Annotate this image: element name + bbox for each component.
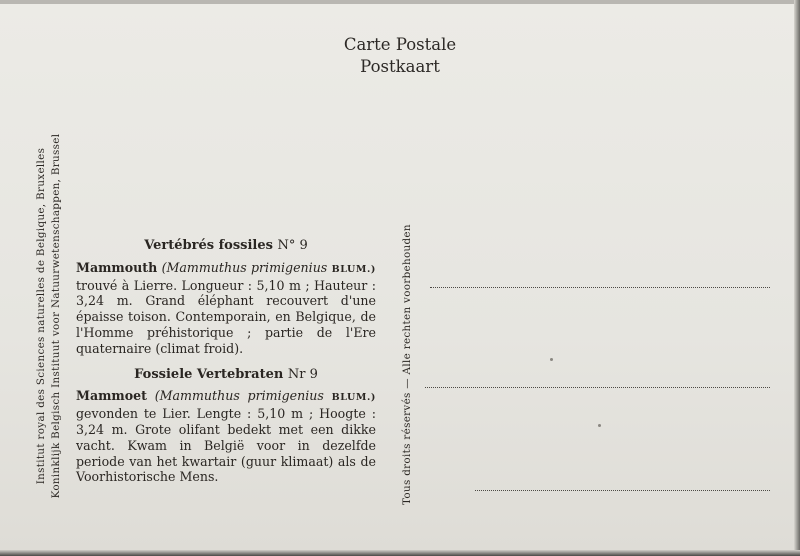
postcard-header [330, 34, 470, 78]
dutch-author: BLUM.) [331, 392, 376, 404]
dutch-species-name: Mammoet [76, 388, 147, 404]
french-body: trouvé à Lierre. Longueur : 5,10 m ; Hauteur : 3,24 m. Grand éléphant recouvert d'une épaisse toison. Contemporain, en Belgique, de l'Homme préhistorique ; partie de l'Ere quaternaire (climat froid). [76, 277, 376, 356]
french-number: N° 9 [277, 238, 308, 253]
address-line-2 [425, 387, 770, 388]
header-dutch: Postkaart [360, 57, 440, 76]
dutch-body: gevonden te Lier. Lengte : 5,10 m ; Hoogte : 3,24 m. Grote olifant bedekt met een dikke vacht. Kwam in België voor in dezelfde periode van het kwartair (guur klimaat) als de Voorhistorische Mens. [76, 406, 376, 485]
paper-speck [550, 358, 553, 361]
rights-notice: Tous droits réservés — Alle rechten voorbehouden [401, 224, 413, 505]
header-french: Carte Postale [343, 35, 457, 54]
french-species-name: Mammouth [76, 259, 158, 275]
card-edge-right [794, 0, 800, 556]
paper-speck [598, 424, 601, 427]
dutch-title [76, 367, 376, 383]
dutch-title-text: Fossiele Vertebraten [134, 366, 284, 382]
card-edge-top [0, 0, 800, 4]
institute-credit [34, 106, 70, 526]
address-line-1 [430, 287, 770, 288]
institute-french: Institut royal des Sciences naturelles de Belgique, Bruxelles [35, 147, 47, 485]
description-column [76, 238, 376, 485]
address-line-3 [475, 490, 770, 491]
dutch-number: Nr 9 [287, 366, 318, 382]
dutch-latin-name: (Mammuthus primigenius [154, 388, 324, 404]
french-title-text: Vertébrés fossiles [144, 238, 273, 253]
institute-dutch: Koninklijk Belgisch Instituut voor Natuurwetenschappen, Brussel [50, 133, 62, 499]
dutch-description [76, 388, 376, 485]
card-edge-bottom [0, 550, 800, 556]
french-title [76, 238, 376, 254]
french-latin-name: (Mammuthus primigenius [161, 259, 328, 275]
french-author: BLUM.) [331, 263, 376, 275]
french-description [76, 260, 376, 357]
